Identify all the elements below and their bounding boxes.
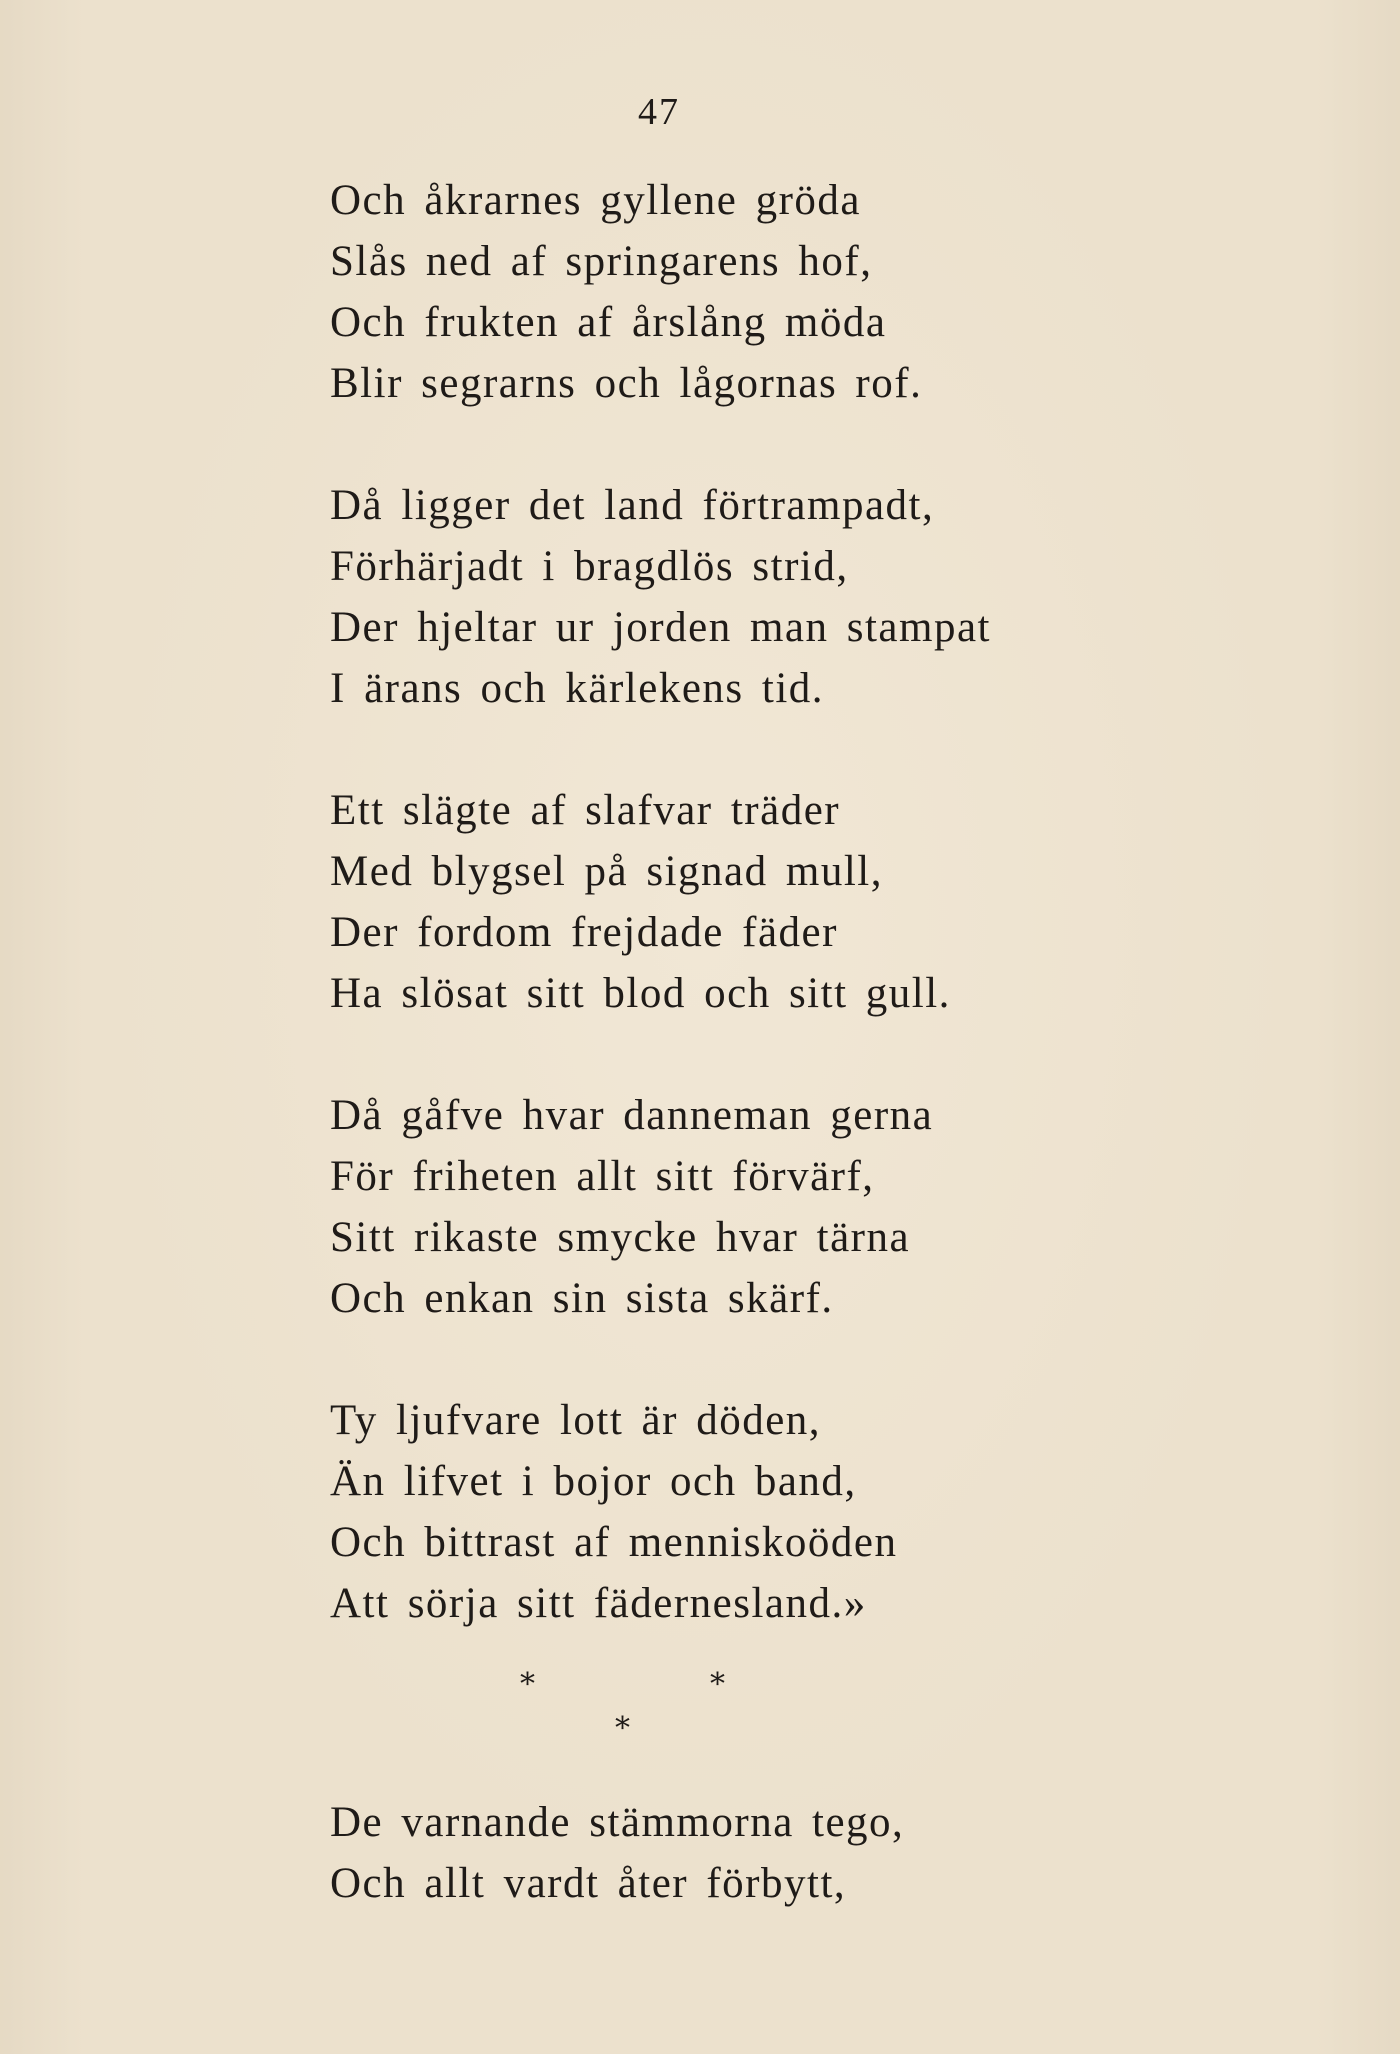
poem-line: I ärans och kärlekens tid. xyxy=(330,665,825,712)
stanza-6 xyxy=(330,1792,1110,1914)
asterisk-icon: * xyxy=(520,1667,535,1702)
poem-line: Då ligger det land förtrampadt, xyxy=(330,482,935,529)
stanza-4 xyxy=(330,1085,1110,1329)
stanza-break xyxy=(330,1024,1110,1085)
poem-line: Der hjeltar ur jorden man stampat xyxy=(330,604,991,651)
stanza-1 xyxy=(330,170,1110,414)
poem-line: Ty ljufvare lott är döden, xyxy=(330,1397,822,1444)
poem-line: Förhärjadt i bragdlös strid, xyxy=(330,543,849,590)
poem-line: Ett slägte af slafvar träder xyxy=(330,787,841,834)
poem-line: Att sörja sitt fädernesland.» xyxy=(330,1580,867,1627)
poem-line: Der fordom frejdade fäder xyxy=(330,909,838,956)
stanza-3 xyxy=(330,780,1110,1024)
poem-line: Och åkrarnes gyllene gröda xyxy=(330,177,861,224)
poem-line: De varnande stämmorna tego, xyxy=(330,1799,905,1846)
poem-line: För friheten allt sitt förvärf, xyxy=(330,1153,875,1200)
stanza-break xyxy=(330,1329,1110,1390)
stanza-5 xyxy=(330,1390,1110,1634)
poem-line: Och frukten af årslång möda xyxy=(330,299,887,346)
poem-line: Sitt rikaste smycke hvar tärna xyxy=(330,1214,911,1261)
poem-line: Och enkan sin sista skärf. xyxy=(330,1275,834,1322)
asterism-separator xyxy=(330,1667,1110,1792)
asterisk-icon: * xyxy=(615,1711,630,1746)
poem-line: Slås ned af springarens hof, xyxy=(330,238,873,285)
asterism-spacer xyxy=(330,1634,1110,1670)
poem-body xyxy=(330,170,1110,1914)
asterisk-icon: * xyxy=(710,1667,725,1702)
stanza-2 xyxy=(330,475,1110,719)
poem-line: Ha slösat sitt blod och sitt gull. xyxy=(330,970,951,1017)
poem-line: Med blygsel på signad mull, xyxy=(330,848,883,895)
stanza-break xyxy=(330,719,1110,780)
poem-line: Blir segrarns och lågornas rof. xyxy=(330,360,923,407)
poem-line: Och allt vardt åter förbytt, xyxy=(330,1860,847,1907)
page-number: 47 xyxy=(638,91,680,133)
poem-line: Då gåfve hvar danneman gerna xyxy=(330,1092,934,1139)
stanza-break xyxy=(330,414,1110,475)
poem-line: Och bittrast af menniskoöden xyxy=(330,1519,898,1566)
poem-line: Än lifvet i bojor och band, xyxy=(330,1458,857,1505)
